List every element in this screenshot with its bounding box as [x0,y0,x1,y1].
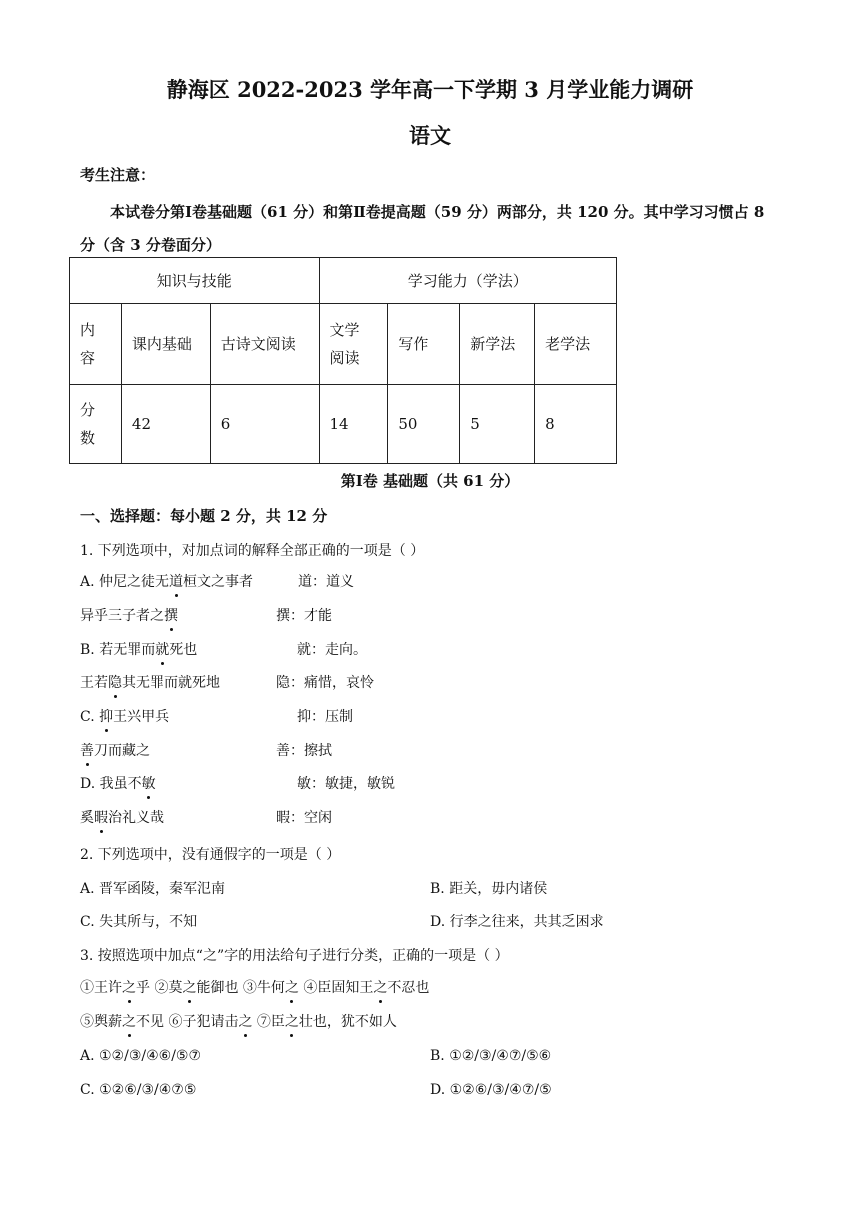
q1-gloss: 隐：痛惜，哀怜 [276,675,374,691]
q1-line: C. 抑王兴甲兵 [80,706,169,726]
table-cell-item: 课内基础 [121,304,210,385]
emphasis-char: 暇 [94,807,108,827]
q1-line: D. 我虽不敏 [80,773,156,793]
q1-gloss: 就：走向。 [297,642,367,658]
table-cell-score: 5 [460,385,535,464]
q1-line: 王若隐其无罪而就死地 [80,672,220,692]
question-3-stem: 3. 按照选项中加点“之”字的用法给句子进行分类，正确的一项是（ ） [80,948,509,964]
row-label-content: 内 容 [70,304,122,385]
q1-line: 奚暇治礼义哉 [80,807,164,827]
q3-option-b: B. ①②/③/④⑦/⑤⑥ [430,1048,552,1064]
emphasis-char: 之 [182,977,196,997]
q1-line: 善刀而藏之 [80,740,150,760]
table-cell-item: 文学 阅读 [319,304,388,385]
subject-title: 语文 [409,123,451,148]
exam-title: 静海区 2022-2023 学年高一下学期 3 月学业能力调研 [166,77,694,102]
emphasis-char: 之 [285,977,299,997]
section-title: 一、选择题：每小题 2 分，共 12 分 [80,507,328,525]
emphasis-char: 隐 [108,672,122,692]
q1-gloss: 道：道义 [298,574,354,590]
q1-line: A. 仲尼之徒无道桓文之事者 [80,571,253,591]
table-cell-item: 老学法 [535,304,617,385]
table-group-ability: 学习能力（学法） [319,258,617,304]
q2-option-b: B. 距关，毋内诸侯 [430,881,548,897]
question-1-stem: 1. 下列选项中，对加点词的解释全部正确的一项是（ ） [80,543,425,559]
volume-title: 第Ⅰ卷 基础题（共 61 分） [340,472,520,490]
q3-option-a: A. ①②/③/④⑥/⑤⑦ [80,1048,202,1064]
q1-gloss: 暇：空闲 [276,810,332,826]
table-cell-score: 50 [388,385,460,464]
table-cell-item: 写作 [388,304,460,385]
table-cell-score: 42 [121,385,210,464]
q3-option-c: C. ①②⑥/③/④⑦⑤ [80,1082,197,1098]
notice-heading: 考生注意： [80,166,156,184]
emphasis-char: 敏 [142,773,156,793]
table-cell-item: 新学法 [460,304,535,385]
emphasis-char: 抑 [99,706,113,726]
q2-option-d: D. 行李之往来，共其乏困求 [430,914,604,930]
emphasis-char: 善 [80,740,94,760]
table-cell-score: 14 [319,385,388,464]
emphasis-char: 之 [122,977,136,997]
emphasis-char: 之 [373,977,387,997]
q1-gloss: 抑：压制 [297,709,353,725]
q3-option-d: D. ①②⑥/③/④⑦/⑤ [430,1082,552,1098]
q1-line: B. 若无罪而就死也 [80,639,197,659]
emphasis-char: 道 [169,571,183,591]
row-label-score: 分 数 [70,385,122,464]
table-cell-item: 古诗文阅读 [210,304,319,385]
q2-option-a: A. 晋军函陵，秦军氾南 [80,881,226,897]
emphasis-char: 就 [155,639,169,659]
q3-sentences-line-1: ①王许之乎 ②莫之能御也 ③牛何之 ④臣固知王之不忍也 [80,977,429,997]
q2-option-c: C. 失其所与，不知 [80,914,198,930]
q1-gloss: 撰：才能 [276,608,332,624]
question-2-stem: 2. 下列选项中，没有通假字的一项是（ ） [80,847,341,863]
q1-line: 异乎三子者之撰 [80,605,178,625]
q1-gloss: 敏：敏捷，敏锐 [297,776,395,792]
emphasis-char: 之 [238,1011,252,1031]
table-cell-score: 6 [210,385,319,464]
emphasis-char: 之 [285,1011,299,1031]
notice-text: 本试卷分第Ⅰ卷基础题（61 分）和第Ⅱ卷提高题（59 分）两部分，共 120 分。其中学习习惯占 8 分（含 3 分卷面分） [80,203,765,254]
table-group-knowledge: 知识与技能 [70,258,320,304]
emphasis-char: 撰 [164,605,178,625]
table-cell-score: 8 [535,385,617,464]
q1-gloss: 善：擦拭 [276,743,332,759]
emphasis-char: 之 [122,1011,136,1031]
score-table [69,257,617,464]
q3-sentences-line-2: ⑤舆薪之不见 ⑥子犯请击之 ⑦臣之壮也，犹不如人 [80,1011,397,1031]
